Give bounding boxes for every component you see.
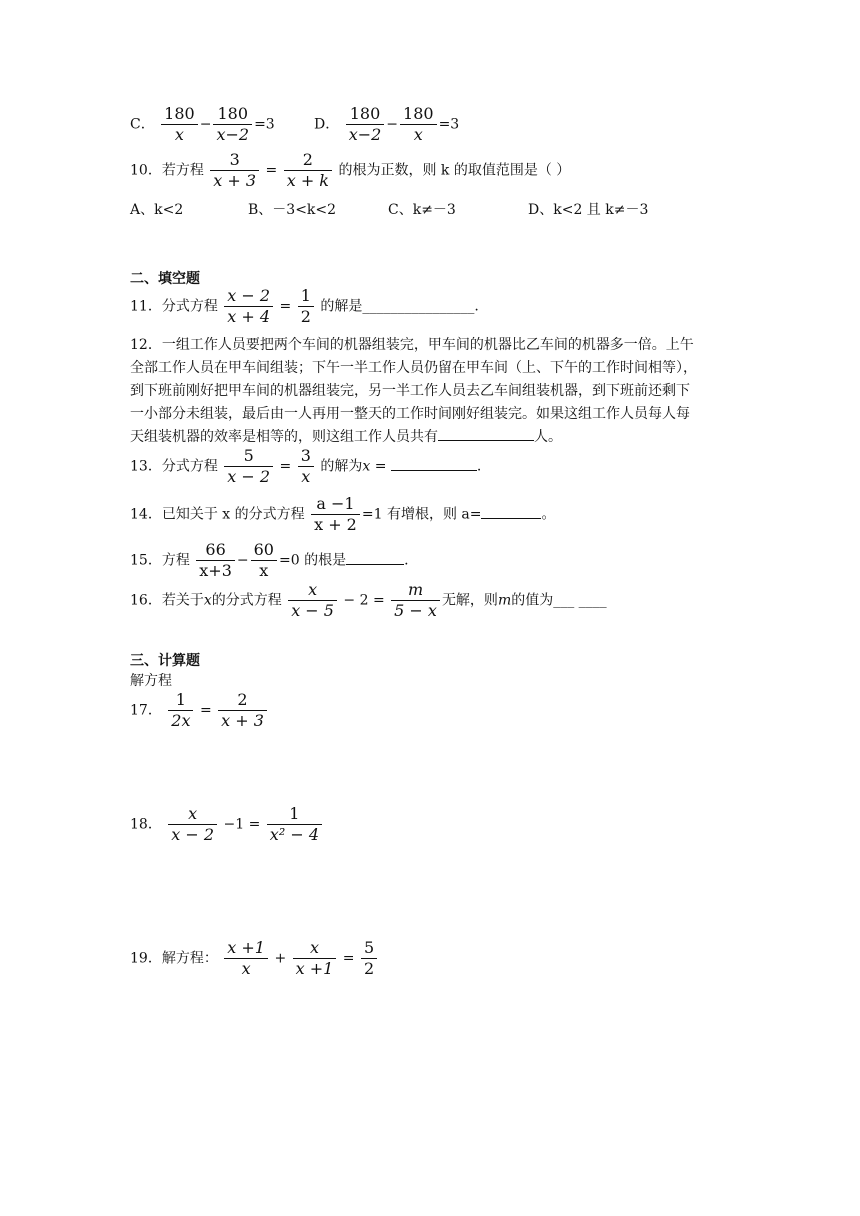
denominator: x +1 xyxy=(295,959,334,978)
denominator: x + 4 xyxy=(227,307,271,326)
numerator: 2 xyxy=(218,690,267,711)
denominator: x−2 xyxy=(348,125,382,144)
equation-rhs: =3 xyxy=(254,116,275,133)
fraction xyxy=(288,580,337,621)
operator: = xyxy=(265,162,278,179)
question-text: 的根为正数，则 k 的取值范围是（ ） xyxy=(338,162,571,179)
answer-blank[interactable] xyxy=(346,550,404,565)
fraction xyxy=(400,104,437,145)
fraction xyxy=(224,938,268,979)
punctuation: . xyxy=(476,458,482,475)
denominator: 2x xyxy=(171,711,191,730)
numerator: 66 xyxy=(196,540,235,561)
denominator: x² − 4 xyxy=(269,825,319,844)
denominator: x − 2 xyxy=(227,467,271,486)
question-text: =1 有增根，则 a= xyxy=(361,506,482,523)
question-text: 11．分式方程 xyxy=(130,298,218,315)
denominator: x xyxy=(174,125,184,144)
fraction xyxy=(361,938,377,979)
section-subheading: 解方程 xyxy=(130,673,172,689)
question-16 xyxy=(130,580,607,621)
question-15 xyxy=(130,540,409,581)
numerator: 60 xyxy=(251,540,277,561)
operator: = xyxy=(199,702,212,719)
q9-option-d xyxy=(314,104,459,145)
denominator: 2 xyxy=(363,959,375,978)
numerator: x xyxy=(293,938,337,959)
denominator: x−2 xyxy=(216,125,250,144)
denominator: x − 2 xyxy=(171,825,215,844)
option-label: D． xyxy=(314,116,340,133)
fraction xyxy=(251,540,277,581)
question-text: 10．若方程 xyxy=(130,162,204,179)
numerator: 5 xyxy=(224,446,273,467)
equation-rhs: =3 xyxy=(438,116,460,133)
punctuation: . xyxy=(404,552,409,569)
fraction xyxy=(346,104,385,145)
q10-option-d: D、k<2 且 k≠－3 xyxy=(528,202,649,218)
question-text: 的分式方程 xyxy=(211,592,282,609)
denominator: x + 3 xyxy=(213,171,257,190)
q10-option-a: A、k<2 xyxy=(130,202,184,218)
denominator: x xyxy=(259,561,269,580)
fraction xyxy=(298,286,314,327)
denominator: 5 − x xyxy=(394,601,437,620)
operator: − xyxy=(199,116,212,133)
fraction xyxy=(168,690,193,731)
question-text: 天组装机器的效率是相等的，则这组工作人员共有 xyxy=(130,429,438,445)
section-heading-calculation: 三、计算题 xyxy=(130,653,200,669)
question-number: 17． xyxy=(130,702,162,719)
fraction xyxy=(196,540,235,581)
operator: − xyxy=(386,116,399,133)
operator: − xyxy=(236,552,249,569)
numerator: 1 xyxy=(267,804,322,825)
question-text: 的解是________________. xyxy=(320,298,479,315)
numerator: 1 xyxy=(298,286,314,307)
numerator: 180 xyxy=(161,104,198,125)
numerator: x xyxy=(288,580,337,601)
q12-line: 一小部分未组装，最后由一人再用一整天的工作时间刚好组装完。如果这组工作人员每人每 xyxy=(130,406,690,422)
denominator: x + 3 xyxy=(221,711,264,730)
numerator: 2 xyxy=(284,150,332,171)
numerator: 3 xyxy=(298,446,314,467)
question-14 xyxy=(130,494,555,535)
answer-blank[interactable] xyxy=(438,426,534,441)
numerator: 180 xyxy=(213,104,252,125)
q9-option-c xyxy=(130,104,275,145)
punctuation: 。 xyxy=(541,506,556,523)
denominator: x+3 xyxy=(199,561,232,580)
question-text: 15．方程 xyxy=(130,552,190,569)
denominator: x xyxy=(301,467,311,486)
variable: x xyxy=(362,458,371,475)
numerator: x xyxy=(168,804,217,825)
question-17 xyxy=(130,690,269,731)
variable: x xyxy=(203,592,212,609)
fraction xyxy=(391,580,440,621)
numerator: 1 xyxy=(168,690,193,711)
question-11 xyxy=(130,286,479,327)
numerator: m xyxy=(391,580,440,601)
variable: m xyxy=(497,592,512,609)
question-text: 16．若关于 xyxy=(130,592,204,609)
q12-line: 12．一组工作人员要把两个车间的机器组装完，甲车间的机器比乙车间的机器多一倍。上午 xyxy=(130,337,694,353)
q12-line: 到下班前刚好把甲车间的机器组装完，另一半工作人员去乙车间组装机器，到下班前还剩下 xyxy=(130,383,690,399)
numerator: 5 xyxy=(361,938,377,959)
fraction xyxy=(311,494,360,535)
question-number: 19．解方程： xyxy=(130,950,218,967)
denominator: 2 xyxy=(300,307,311,326)
denominator: x + k xyxy=(286,171,329,190)
fraction xyxy=(168,804,217,845)
question-text: 无解，则 xyxy=(441,592,498,609)
numerator: 3 xyxy=(210,150,259,171)
operator: − 2 = xyxy=(343,592,385,609)
numerator: 180 xyxy=(346,104,385,125)
fraction xyxy=(161,104,198,145)
question-text: 13．分式方程 xyxy=(130,458,218,475)
fraction xyxy=(267,804,322,845)
question-text: 14．已知关于 x 的分式方程 xyxy=(130,506,305,523)
numerator: a −1 xyxy=(311,494,360,515)
denominator: x + 2 xyxy=(314,515,357,534)
question-text: 的解为 xyxy=(320,458,363,475)
q12-line-last xyxy=(130,426,562,446)
answer-blank[interactable] xyxy=(481,504,541,519)
fraction xyxy=(218,690,267,731)
section-heading-fill-in: 二、填空题 xyxy=(130,271,200,287)
question-text: 的值为___ ____ xyxy=(511,592,607,609)
answer-blank[interactable] xyxy=(391,456,477,471)
fraction xyxy=(284,150,332,191)
numerator: 180 xyxy=(400,104,437,125)
operator: + xyxy=(274,950,287,967)
fraction xyxy=(224,446,273,487)
q10-option-c: C、k≠－3 xyxy=(388,202,456,218)
fraction xyxy=(298,446,314,487)
operator: = xyxy=(370,458,387,475)
fraction xyxy=(224,286,273,327)
operator: −1 = xyxy=(223,816,261,833)
question-number: 18． xyxy=(130,816,162,833)
operator: = xyxy=(279,458,292,475)
q12-line: 全部工作人员在甲车间组装；下午一半工作人员仍留在甲车间（上、下午的工作时间相等）， xyxy=(130,360,697,376)
denominator: x − 5 xyxy=(291,601,334,620)
fraction xyxy=(213,104,252,145)
fraction xyxy=(210,150,259,191)
question-text: 人。 xyxy=(534,429,562,445)
denominator: x xyxy=(413,125,423,144)
denominator: x xyxy=(241,959,251,978)
question-10 xyxy=(130,150,570,191)
operator: = xyxy=(342,950,355,967)
question-18 xyxy=(130,804,324,845)
question-13 xyxy=(130,446,481,487)
question-19 xyxy=(130,938,379,979)
q10-option-b: B、－3<k<2 xyxy=(248,202,337,218)
numerator: x − 2 xyxy=(224,286,273,307)
fraction xyxy=(293,938,337,979)
operator: = xyxy=(279,298,292,315)
numerator: x +1 xyxy=(224,938,268,959)
option-label: C． xyxy=(130,116,155,133)
question-text: =0 的根是 xyxy=(278,552,347,569)
